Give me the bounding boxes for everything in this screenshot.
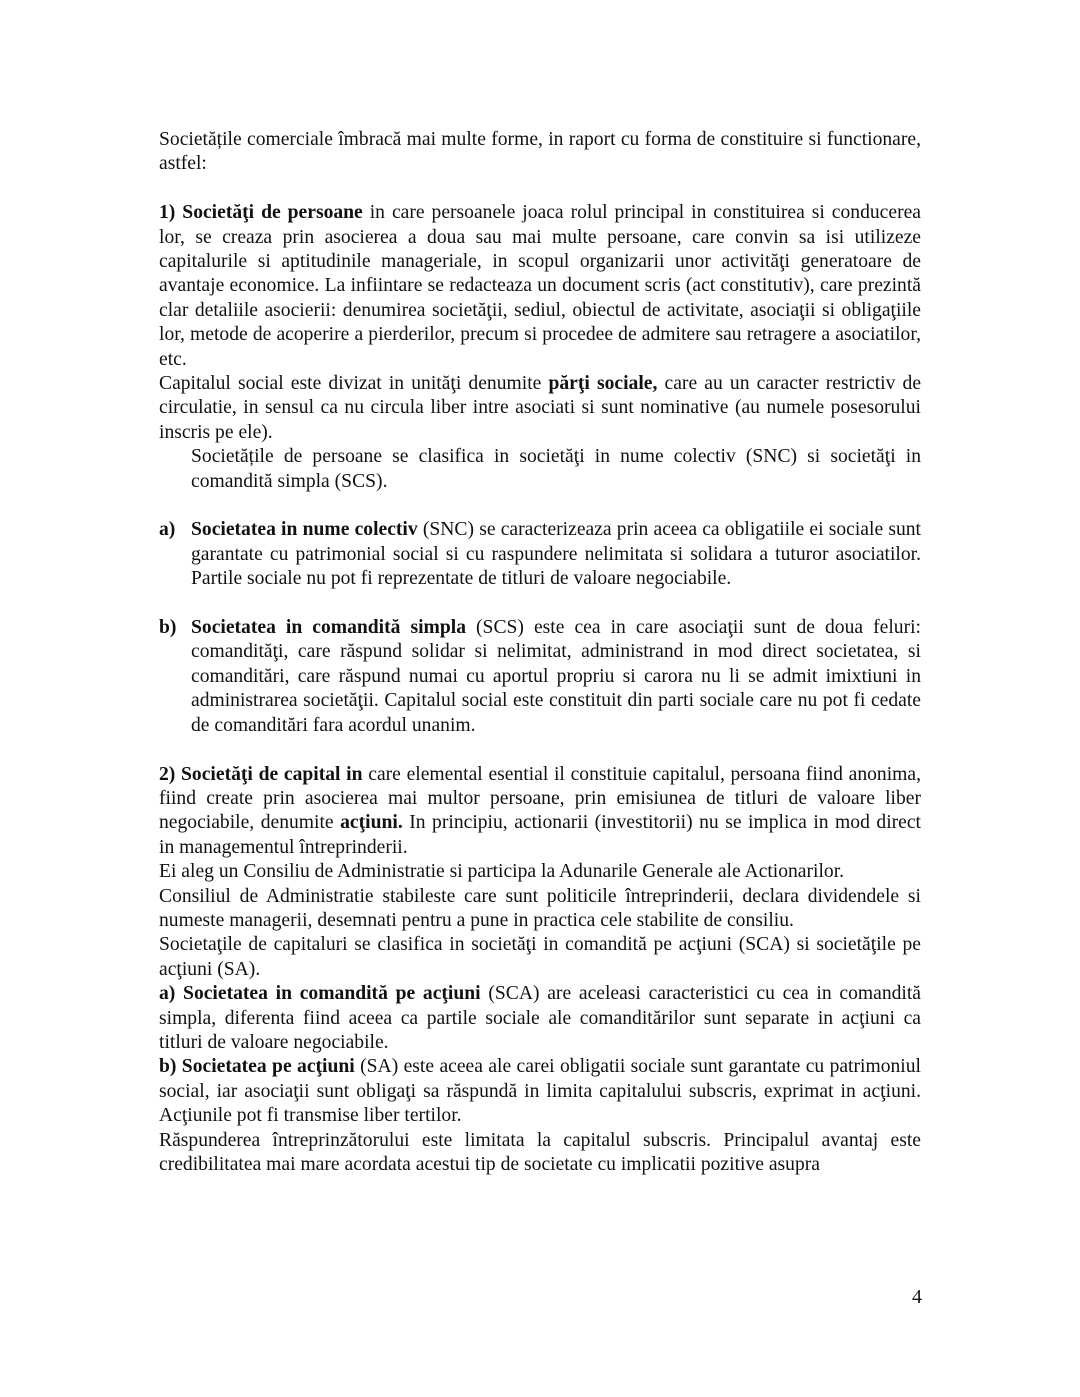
page-number: 4 xyxy=(912,1286,922,1308)
capital-paragraph xyxy=(159,372,921,445)
spacer xyxy=(159,494,921,518)
section2-paragraph xyxy=(159,763,921,861)
scs-text: (SCS) este cea in care asociaţii sunt de doua feluri: comandităţi, care răspund solidar si nelimitat, administrand in mod direct societatea, si comanditări, care răspund numai cu aportul propriu si carora nu li se admit imixtiuni in administrarea societăţii. Capitalul social este constituit din parti sociale care nu pot fi cedate de comanditări fara acordul unanim. xyxy=(191,617,921,736)
sca-term: a) Societatea in comandită pe acţiuni xyxy=(159,983,481,1005)
list-item-sa xyxy=(159,1055,921,1128)
intro-paragraph: Societățile comerciale îmbracă mai multe forme, in raport cu forma de constituire si functionare, astfel: xyxy=(159,129,921,175)
list-item-scs xyxy=(159,616,921,738)
list-item-snc xyxy=(159,518,921,591)
list-item-sca xyxy=(159,982,921,1055)
section2-heading: 2) Societăţi de capital in xyxy=(159,763,363,785)
document-page xyxy=(159,128,921,1177)
consiliu-roles-paragraph: Consiliul de Administratie stabileste care sunt politicile întreprinderii, declara dividendele si numeste managerii, desemnati pentru a pune in practica cele stabilite de consiliu. xyxy=(159,885,921,931)
section1-text: in care persoanele joaca rolul principal in constituirea si conducerea lor, se creaza prin asocierea a doua sau mai multe persoane, care convin sa isi utilizeze capitalurile si aptitudinile manageriale, in scopul organizarii unor activităţi generatoare de avantaje economice. La infiintare se redacteaza un document scris (act constitutiv), care prezintă clar detaliile asocierii: denumirea societăţii, sediul, obiectul de activitate, asociaţii si obligaţiile lor, metode de acoperire a pierderilor, precum si procedee de admitere sau retragere a asociatilor, etc. xyxy=(159,202,921,370)
section1-heading: 1) Societăţi de persoane xyxy=(159,202,363,224)
capital-text-post: care au un caracter restrictiv de circulatie, in sensul ca nu circula liber intre asociati si sunt nominative (au numele posesorului inscris pe ele). xyxy=(159,373,922,443)
section2-text-pre: care elemental esential il constituie capitalul, persoana fiind anonima, fiind create prin asocierea mai multor persoane, prin emisiunea de titluri de valoare liber negociabile, denumite xyxy=(159,763,921,834)
snc-text: (SNC) se caracterizeaza prin aceea ca obligatiile ei sociale sunt garantate cu patrimonial social si cu raspundere nelimitata si solidara a tuturor asociatilor. Partile sociale nu pot fi reprezentate de titluri de valoare negociabile. xyxy=(191,519,921,590)
snc-term: Societatea in nume colectiv xyxy=(191,519,418,541)
sa-text: (SA) este aceea ale carei obligatii sociale sunt garantate cu patrimoniul social, iar asociaţii sunt obligaţi sa răspundă in limita capitalului subscris, exprimat in acţiuni. Acţiunile pot fi transmise liber tertilor. xyxy=(159,1056,921,1127)
capital-text-pre: Capitalul social este divizat in unităţi denumite xyxy=(159,373,549,395)
spacer xyxy=(159,177,921,201)
actiuni-term: acţiuni. xyxy=(340,812,403,834)
raspundere-paragraph: Răspunderea întreprinzătorului este limitata la capitalul subscris. Principalul avantaj este credibilitatea mai mare acordata acestui tip de societate cu implicatii pozitive asupra xyxy=(159,1129,921,1175)
section1-paragraph xyxy=(159,201,921,372)
spacer xyxy=(159,592,921,616)
consiliu-paragraph: Ei aleg un Consiliu de Administratie si participa la Adunarile Generale ale Actionarilor. xyxy=(159,861,845,883)
parti-sociale-term: părţi sociale, xyxy=(548,373,658,395)
classification-paragraph: Societățile de persoane se clasifica in societăţi in nume colectiv (SNC) si societăţi in comandită simpla (SCS). xyxy=(191,446,921,492)
spacer xyxy=(159,738,921,762)
list-marker: b) xyxy=(159,617,177,639)
capital-classification-paragraph: Societaţile de capitaluri se clasifica in societăţi in comandită pe acţiuni (SCA) si societăţile pe acţiuni (SA). xyxy=(159,934,921,980)
sca-text: (SCA) are aceleasi caracteristici cu cea in comandită simpla, diferenta fiind aceea ca partile sociale ale comanditărilor sunt separate in acţiuni ca titluri de valoare negociabile. xyxy=(159,983,921,1053)
sa-term: b) Societatea pe acţiuni xyxy=(159,1056,355,1078)
scs-term: Societatea in comandită simpla xyxy=(191,617,466,639)
section2-text-post: In principiu, actionarii (investitorii) nu se implica in mod direct in managementul întreprinderii. xyxy=(159,812,921,858)
list-marker: a) xyxy=(159,519,176,541)
